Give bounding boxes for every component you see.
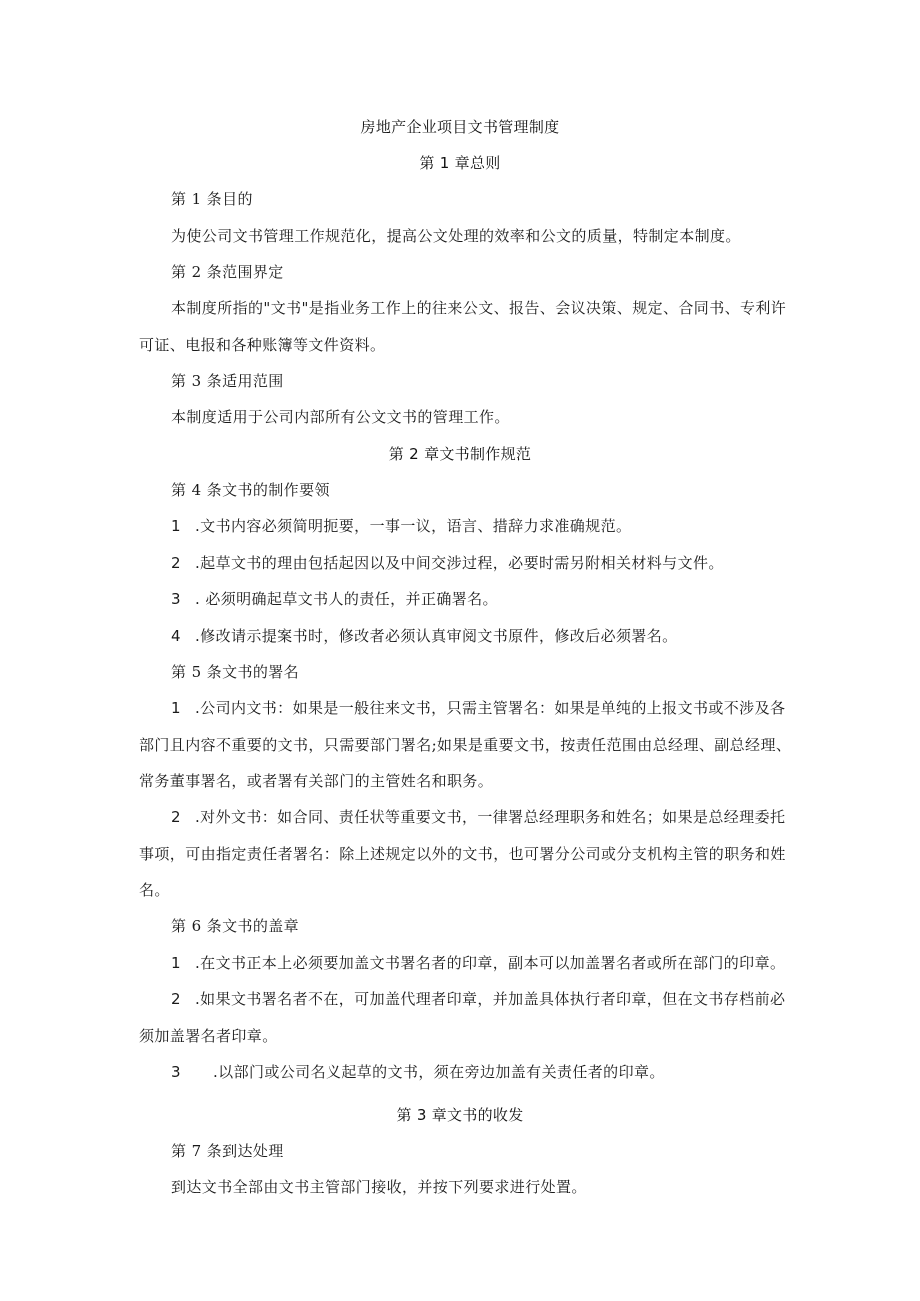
item-number: 3	[171, 1063, 181, 1081]
article-4-title: 第 4 条文书的制作要领	[171, 481, 330, 499]
article-5-title: 第 5 条文书的署名	[171, 663, 300, 681]
item-text: .如果文书署名者不在，可加盖代理者印章，并加盖具体执行者印章，但在文书存档前必	[195, 990, 786, 1008]
item-number: 3	[171, 590, 181, 608]
item-number: 1	[171, 517, 181, 535]
article-5-item-1-line2: 部门且内容不重要的文书，只需要部门署名;如果是重要文书，按责任范围由总经理、副总经理、	[139, 736, 792, 754]
article-2-text-line1: 本制度所指的"文书"是指业务工作上的往来公文、报告、会议决策、规定、合同书、专利许	[171, 299, 787, 317]
item-number: 4	[171, 627, 181, 645]
article-7-text: 到达文书全部由文书主管部门接收，并按下列要求进行处置。	[171, 1178, 587, 1196]
article-4-item-4	[171, 626, 678, 646]
article-1-text: 为使公司文书管理工作规范化，提高公文处理的效率和公文的质量，特制定本制度。	[171, 227, 741, 245]
article-5-item-2-line1	[171, 807, 785, 827]
chapter-1-heading: 第 1 章总则	[419, 154, 501, 172]
item-number: 2	[171, 554, 181, 572]
item-text: . 必须明确起草文书人的责任，并正确署名。	[195, 590, 498, 608]
item-text: .文书内容必须简明扼要，一事一议，语言、措辞力求准确规范。	[195, 517, 632, 535]
item-number: 1	[171, 699, 181, 717]
item-number: 2	[171, 990, 181, 1008]
article-2-text-line2: 可证、电报和各种账簿等文件资料。	[139, 336, 386, 354]
article-1-title: 第 1 条目的	[171, 190, 253, 208]
item-text: .以部门或公司名义起草的文书，须在旁边加盖有关责任者的印章。	[213, 1063, 665, 1081]
item-text: .在文书正本上必须要加盖文书署名者的印章，副本可以加盖署名者或所在部门的印章。	[195, 954, 786, 972]
chapter-3-heading: 第 3 章文书的收发	[396, 1106, 524, 1124]
article-4-item-2	[171, 553, 724, 573]
article-5-item-2-line3: 名。	[139, 881, 170, 899]
item-number: 1	[171, 954, 181, 972]
item-text: .公司内文书：如果是一般往来文书，只需主管署名：如果是单纯的上报文书或不涉及各	[195, 699, 786, 717]
item-text: .起草文书的理由包括起因以及中间交涉过程，必要时需另附相关材料与文件。	[195, 554, 724, 572]
item-text: .修改请示提案书时，修改者必须认真审阅文书原件，修改后必须署名。	[195, 627, 678, 645]
article-3-title: 第 3 条适用范围	[171, 372, 284, 390]
article-6-item-1	[171, 953, 785, 973]
article-5-item-1-line3: 常务董事署名，或者署有关部门的主管姓名和职务。	[139, 772, 494, 790]
article-7-title: 第 7 条到达处理	[171, 1142, 284, 1160]
document-title: 房地产企业项目文书管理制度	[360, 118, 560, 136]
article-5-item-2-line2: 事项，可由指定责任者署名：除上述规定以外的文书，也可署分公司或分支机构主管的职务和姓	[139, 845, 786, 863]
article-6-title: 第 6 条文书的盖章	[171, 917, 300, 935]
article-5-item-1-line1	[171, 698, 785, 718]
chapter-2-heading: 第 2 章文书制作规范	[388, 445, 532, 463]
article-4-item-3	[171, 589, 498, 609]
article-4-item-1	[171, 516, 631, 536]
item-number: 2	[171, 808, 181, 826]
article-6-item-3	[171, 1062, 665, 1082]
article-6-item-2-line1	[171, 989, 785, 1009]
item-text: .对外文书：如合同、责任状等重要文书，一律署总经理职务和姓名；如果是总经理委托	[195, 808, 786, 826]
article-3-text: 本制度适用于公司内部所有公文文书的管理工作。	[171, 408, 510, 426]
article-2-title: 第 2 条范围界定	[171, 263, 284, 281]
article-6-item-2-line2: 须加盖署名者印章。	[139, 1027, 278, 1045]
